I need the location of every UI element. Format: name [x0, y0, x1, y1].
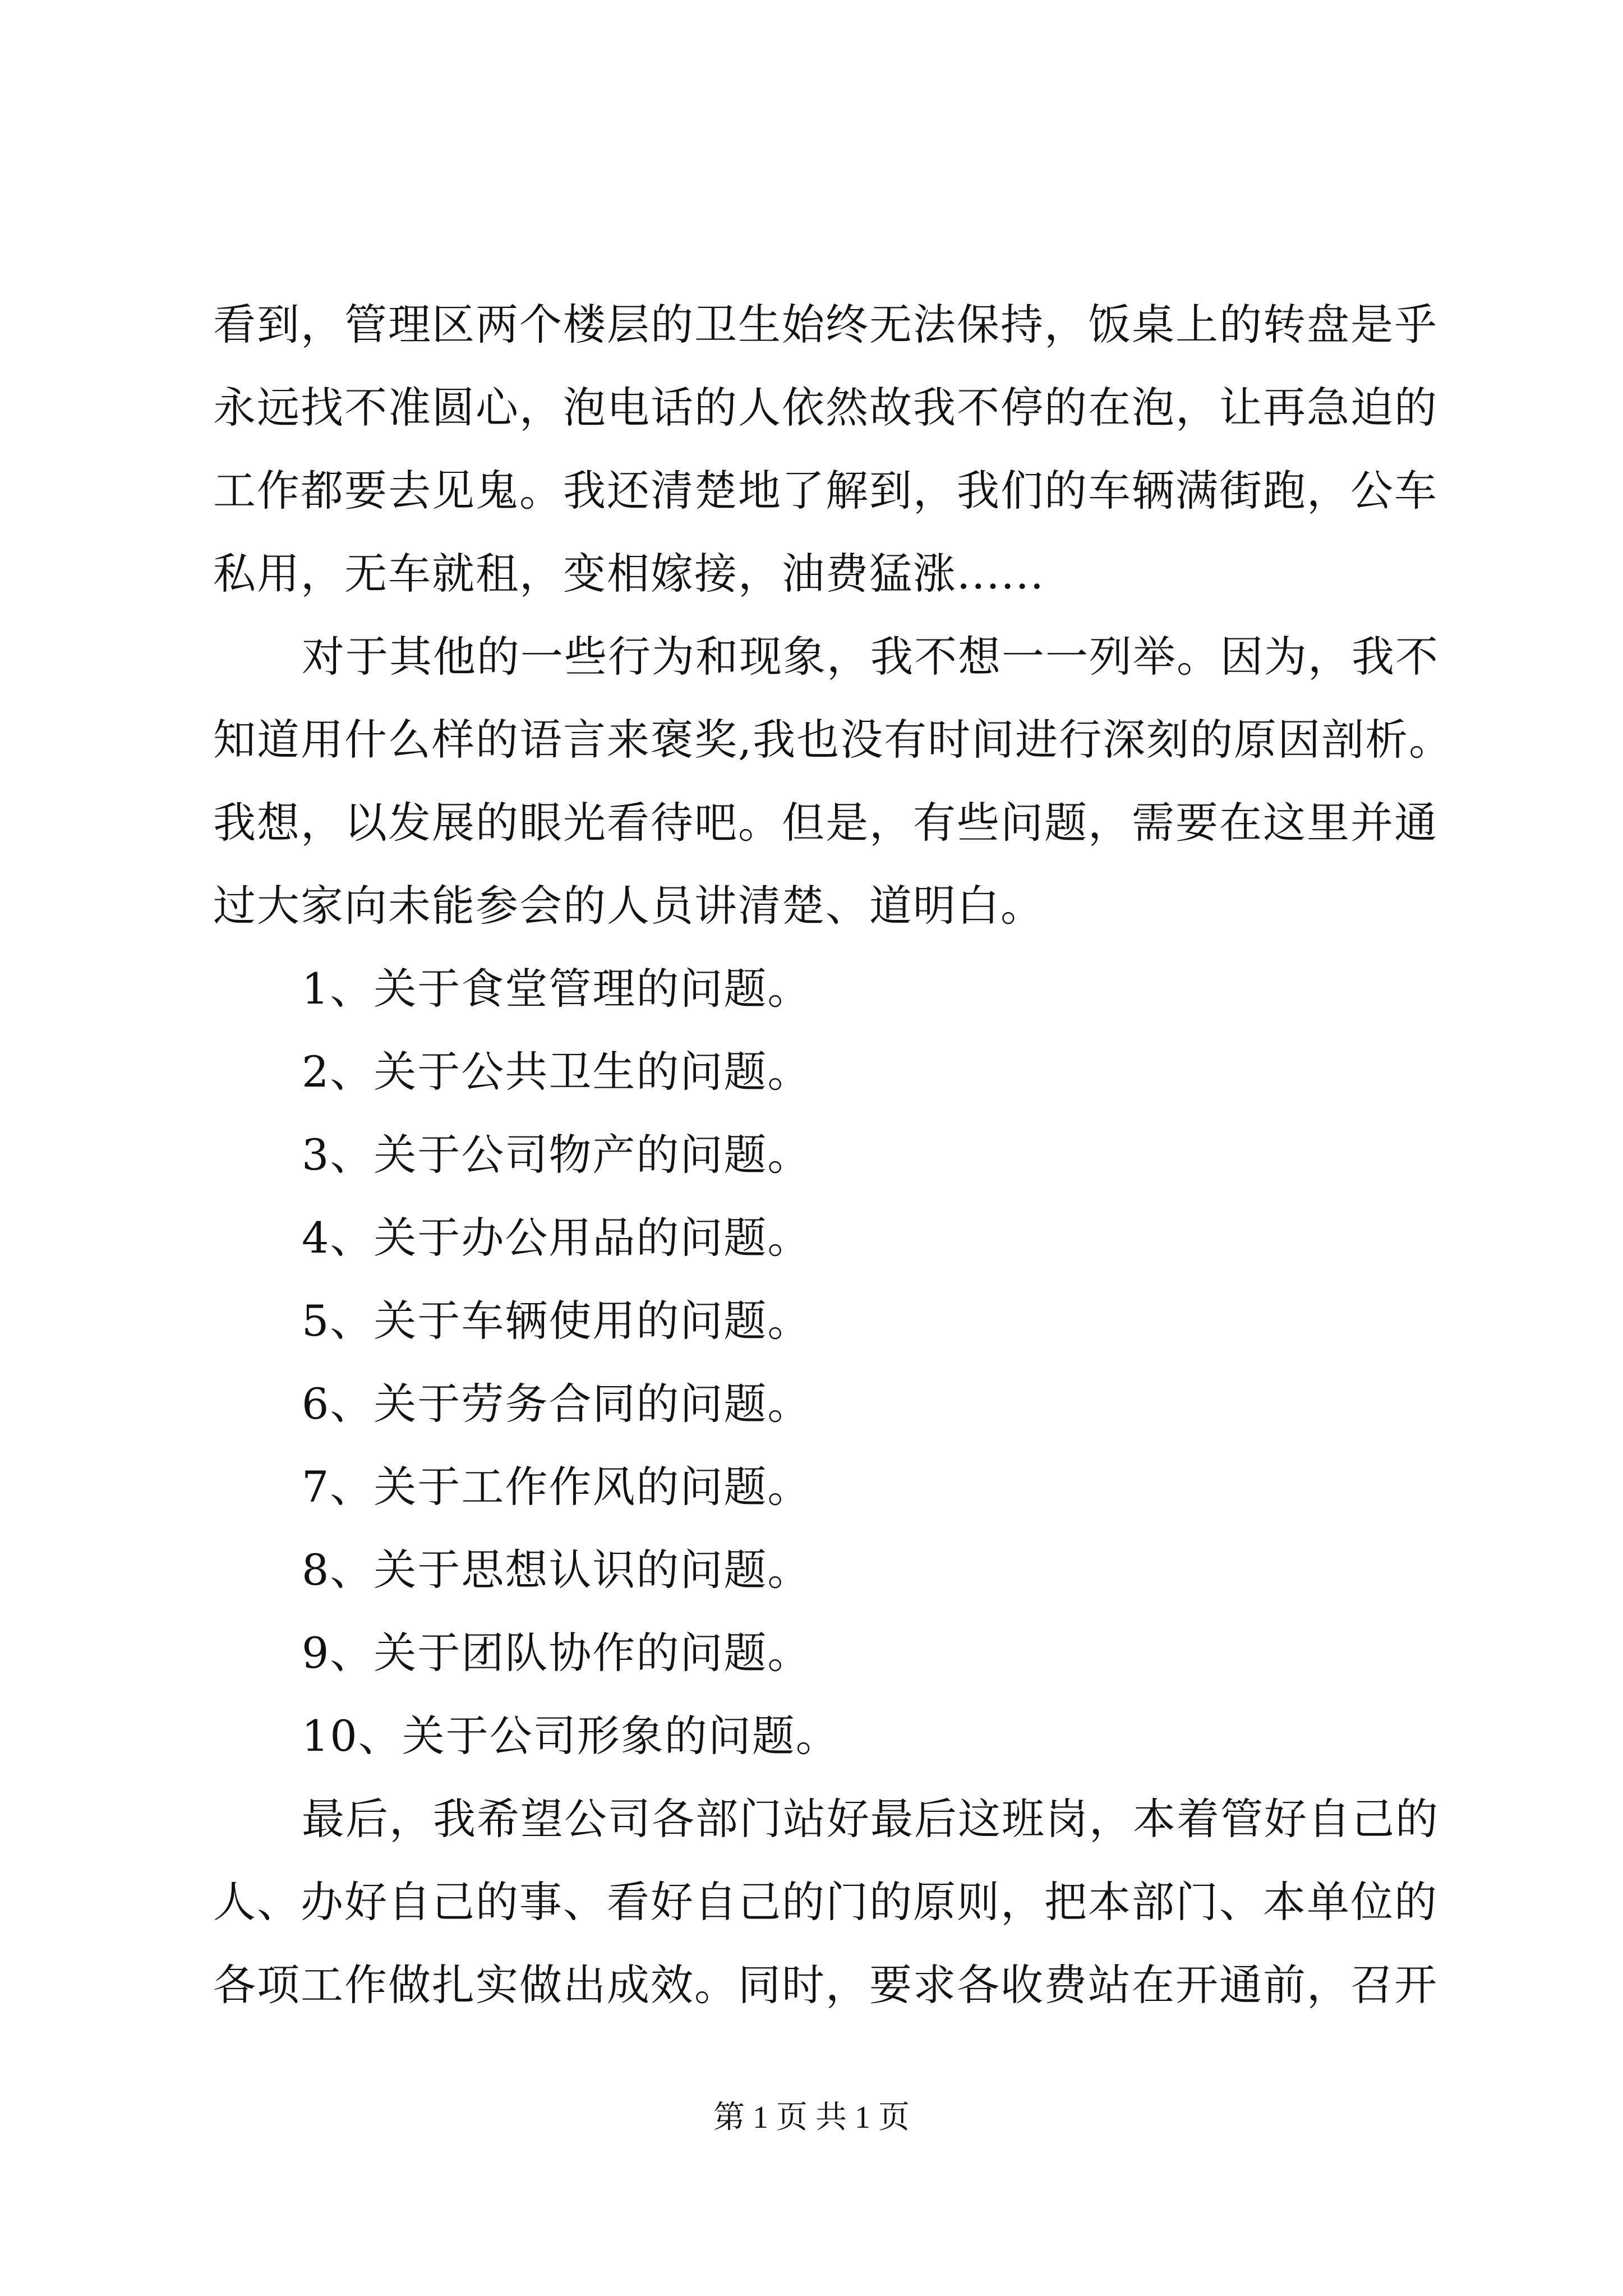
list-item: 3、关于公司物产的问题。 [302, 1130, 811, 1180]
list-item: 9、关于团队协作的问题。 [302, 1628, 811, 1678]
text-line: 各项工作做扎实做出成效。同时，要求各收费站在开通前，召开 [213, 1960, 1438, 2010]
list-item: 7、关于工作作风的问题。 [302, 1462, 811, 1512]
page-number-footer: 第 1 页 共 1 页 [713, 2100, 910, 2135]
list-item: 1、关于食堂管理的问题。 [302, 964, 811, 1014]
list-item: 5、关于车辆使用的问题。 [302, 1296, 811, 1346]
text-line: 私用，无车就租，变相嫁接，油费猛涨...... [213, 549, 1045, 599]
text-line: 知道用什么样的语言来褒奖,我也没有时间进行深刻的原因剖析。 [213, 715, 1453, 765]
text-line: 工作都要去见鬼。我还清楚地了解到，我们的车辆满街跑，公车 [213, 466, 1438, 516]
text-line: 最后，我希望公司各部门站好最后这班岗，本着管好自己的 [302, 1794, 1439, 1844]
document-body [213, 283, 1453, 2027]
paragraph-2 [213, 615, 1453, 947]
text-line: 人、办好自己的事、看好自己的门的原则，把本部门、本单位的 [213, 1877, 1438, 1927]
closing-paragraph [213, 1778, 1439, 2027]
list-item: 6、关于劳务合同的问题。 [302, 1379, 811, 1429]
text-line: 过大家向未能参会的人员讲清楚、道明白。 [213, 881, 1044, 931]
text-line: 永远找不准圆心，泡电话的人依然故我不停的在泡，让再急迫的 [213, 383, 1438, 432]
paragraph-1 [213, 283, 1438, 615]
text-line: 我想，以发展的眼光看待吧。但是，有些问题，需要在这里并通 [213, 798, 1438, 848]
list-item: 2、关于公共卫生的问题。 [302, 1047, 811, 1097]
issue-list [213, 947, 1424, 1778]
list-item: 8、关于思想认识的问题。 [302, 1545, 811, 1595]
text-line: 对于其他的一些行为和现象，我不想一一列举。因为，我不 [302, 632, 1439, 682]
list-item: 4、关于办公用品的问题。 [302, 1213, 811, 1263]
list-item: 10、关于公司形象的问题。 [302, 1711, 840, 1761]
text-line: 看到，管理区两个楼层的卫生始终无法保持，饭桌上的转盘是乎 [213, 300, 1438, 349]
